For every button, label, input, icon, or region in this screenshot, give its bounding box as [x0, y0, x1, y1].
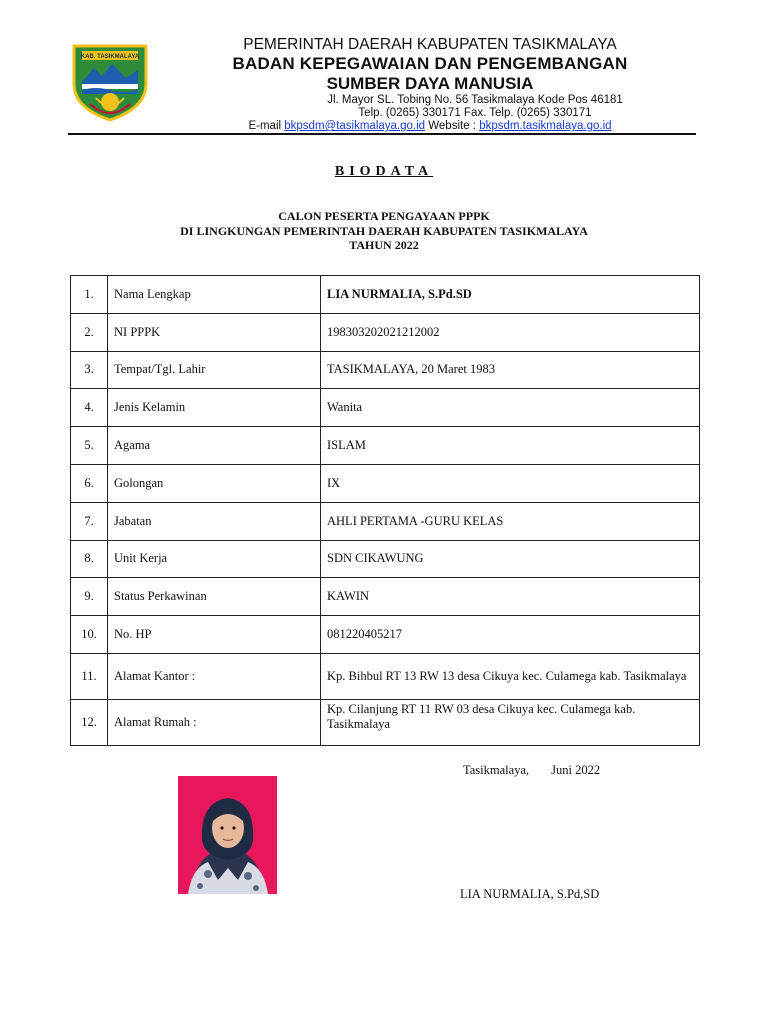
letterhead-text: [180, 36, 680, 133]
signature-place: Tasikmalaya,: [463, 763, 530, 777]
signatory-name: LIA NURMALIA, S.Pd,SD: [460, 887, 600, 901]
field-value: LIA NURMALIA, S.Pd.SD: [321, 276, 700, 314]
regency-emblem-icon: [68, 38, 152, 122]
row-number: 9.: [71, 578, 108, 616]
phone-line: Telp. (0265) 330171 Fax. Telp. (0265) 330171: [358, 107, 592, 119]
subtitle-line3: TAHUN 2022: [349, 238, 419, 252]
field-label: Alamat Rumah :: [108, 699, 321, 745]
contact-line: E-mail bkpsdm@tasikmalaya.go.id Website : bkpsdm.tasikmalaya.go.id: [248, 120, 612, 132]
government-name: PEMERINTAH DAERAH KABUPATEN TASIKMALAYA: [243, 36, 617, 53]
place-and-date: [463, 763, 600, 778]
row-number: 8.: [71, 540, 108, 578]
biodata-table: [70, 275, 700, 746]
row-number: 4.: [71, 389, 108, 427]
svg-text:KAB. TASIKMALAYA: KAB. TASIKMALAYA: [80, 54, 140, 60]
row-number: 3.: [71, 351, 108, 389]
row-number: 10.: [71, 616, 108, 654]
field-value: 198303202021212002: [321, 313, 700, 351]
table-row: [71, 578, 700, 616]
website-link[interactable]: bkpsdm.tasikmalaya.go.id: [479, 120, 612, 132]
address-line: Jl. Mayor SL. Tobing No. 56 Tasikmalaya Kode Pos 46181: [327, 94, 623, 106]
field-label: Agama: [108, 427, 321, 465]
field-value: AHLI PERTAMA -GURU KELAS: [321, 502, 700, 540]
field-label: NI PPPK: [108, 313, 321, 351]
letterhead-divider: [68, 133, 696, 135]
field-label: Unit Kerja: [108, 540, 321, 578]
document-subtitle: [0, 209, 768, 253]
field-value: KAWIN: [321, 578, 700, 616]
row-number: 11.: [71, 653, 108, 699]
table-row: [71, 313, 700, 351]
table-row: [71, 653, 700, 699]
profile-photo: [178, 776, 277, 894]
signature-date: Juni 2022: [551, 763, 601, 777]
table-row: [71, 699, 700, 745]
email-link[interactable]: bkpsdm@tasikmalaya.go.id: [284, 120, 426, 132]
field-value: ISLAM: [321, 427, 700, 465]
letterhead: [0, 0, 768, 140]
field-label: Jabatan: [108, 502, 321, 540]
table-row: [71, 427, 700, 465]
agency-name-line2: SUMBER DAYA MANUSIA: [326, 74, 534, 93]
subtitle-line1: CALON PESERTA PENGAYAAN PPPK: [278, 209, 490, 223]
field-value: IX: [321, 464, 700, 502]
field-value: Kp. Cilanjung RT 11 RW 03 desa Cikuya kec. Culamega kab. Tasikmalaya: [321, 699, 700, 745]
subtitle-line2: DI LINGKUNGAN PEMERINTAH DAERAH KABUPATEN TASIKMALAYA: [180, 223, 588, 238]
table-row: [71, 502, 700, 540]
table-row: [71, 464, 700, 502]
field-label: Status Perkawinan: [108, 578, 321, 616]
row-number: 12.: [71, 699, 108, 745]
field-label: Tempat/Tgl. Lahir: [108, 351, 321, 389]
field-label: Alamat Kantor :: [108, 653, 321, 699]
document-title: BIODATA: [334, 164, 434, 179]
field-label: Nama Lengkap: [108, 276, 321, 314]
row-number: 5.: [71, 427, 108, 465]
field-label: Jenis Kelamin: [108, 389, 321, 427]
table-row: [71, 616, 700, 654]
row-number: 1.: [71, 276, 108, 314]
table-row: [71, 276, 700, 314]
field-label: Golongan: [108, 464, 321, 502]
table-row: [71, 540, 700, 578]
field-value: SDN CIKAWUNG: [321, 540, 700, 578]
row-number: 2.: [71, 313, 108, 351]
table-row: [71, 389, 700, 427]
field-label: No. HP: [108, 616, 321, 654]
agency-name-line1: BADAN KEPEGAWAIAN DAN PENGEMBANGAN: [232, 54, 628, 73]
row-number: 6.: [71, 464, 108, 502]
field-value: 081220405217: [321, 616, 700, 654]
row-number: 7.: [71, 502, 108, 540]
field-value: TASIKMALAYA, 20 Maret 1983: [321, 351, 700, 389]
table-row: [71, 351, 700, 389]
field-value: Wanita: [321, 389, 700, 427]
field-value: Kp. Bihbul RT 13 RW 13 desa Cikuya kec. Culamega kab. Tasikmalaya: [321, 653, 700, 699]
